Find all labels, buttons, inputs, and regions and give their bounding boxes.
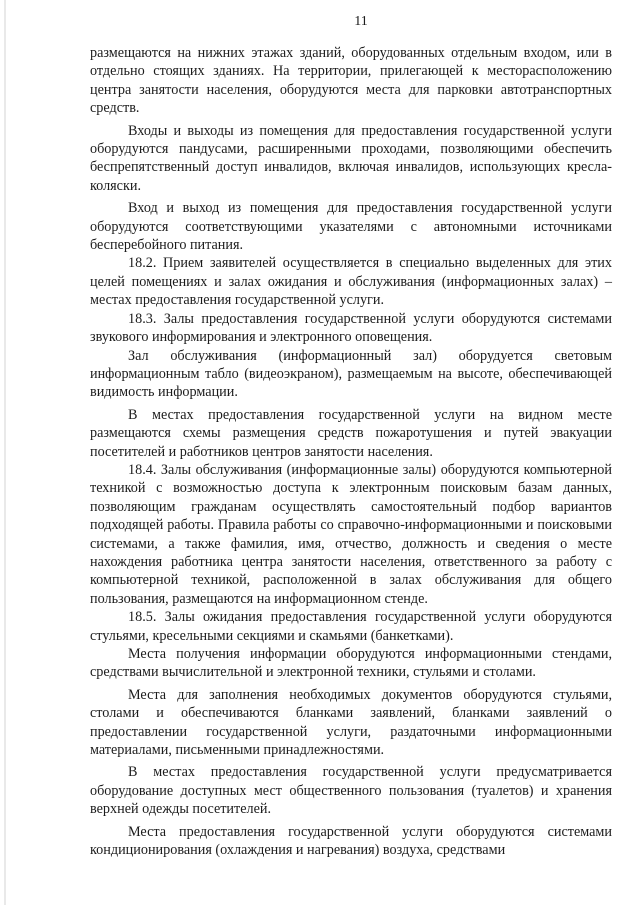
- paragraph: В местах предоставления государственной услуги предусматривается оборудование доступных мест общественного пользования (туалетов) и хранения верхней одежды посетителей.: [90, 764, 612, 818]
- paragraph: Места получения информации оборудуются информационными стендами, средствами вычислительной и электронной техники, стульями и столами.: [90, 646, 612, 681]
- paragraph: Вход и выход из помещения для предоставления государственной услуги оборудуются соответствующими указателями с автономными источниками бесперебойного питания.: [90, 200, 612, 254]
- paragraph: В местах предоставления государственной услуги на видном месте размещаются схемы размещения средств пожаротушения и путей эвакуации посетителей и работников центров занятости населения.: [90, 406, 612, 460]
- paragraph: 18.3. Залы предоставления государственной услуги оборудуются системами звукового информирования и электронного оповещения.: [90, 310, 612, 346]
- scan-edge: [4, 0, 6, 905]
- paragraph: 18.2. Прием заявителей осуществляется в специально выделенных для этих целей помещениях и залах ожидания и обслуживания (информационных залах) – местах предоставления государственной услуги.: [90, 255, 612, 309]
- paragraph: 18.4. Залы обслуживания (информационные залы) оборудуются компьютерной техникой с возможностью доступа к электронным поисковым базам данных, позволяющим гражданам осуществлять самостоятельный подбор вариантов подходящей работы. Правила работы со справочно-информационными и поисковыми системами, а также фамилия, имя, отчество, должность и сведения о месте нахождения работника центра занятости населения, ответственного за работу с компьютерной техникой, расположенной в залах обслуживания для общего пользования, размещаются на информационном стенде.: [90, 461, 612, 607]
- paragraph: Зал обслуживания (информационный зал) оборудуется световым информационным табло (видеоэкраном), размещаемым на высоте, обеспечивающей видимость информации.: [90, 347, 612, 401]
- page-number: 11: [354, 14, 368, 29]
- paragraph: Входы и выходы из помещения для предоставления государственной услуги оборудуются пандусами, расширенными проходами, позволяющими обеспечить беспрепятственный доступ инвалидов, включая инвалидов, использующих кресла-коляски.: [90, 122, 612, 194]
- paragraph: Места для заполнения необходимых документов оборудуются стульями, столами и обеспечиваются бланками заявлений, бланками заявлений о предоставлении государственной услуги, раздаточными информационными материалами, письменными принадлежностями.: [90, 686, 612, 759]
- paragraph: Места предоставления государственной услуги оборудуются системами кондиционирования (охлаждения и нагревания) воздуха, средствами: [90, 823, 612, 859]
- paragraph: размещаются на нижних этажах зданий, оборудованных отдельным входом, или в отдельно стоящих зданиях. На территории, прилегающей к месторасположению центра занятости населения, оборудуются места для парковки автотранспортных средств.: [90, 45, 612, 117]
- paragraph: 18.5. Залы ожидания предоставления государственной услуги оборудуются стульями, кресельными секциями и скамьями (банкетками).: [90, 609, 612, 644]
